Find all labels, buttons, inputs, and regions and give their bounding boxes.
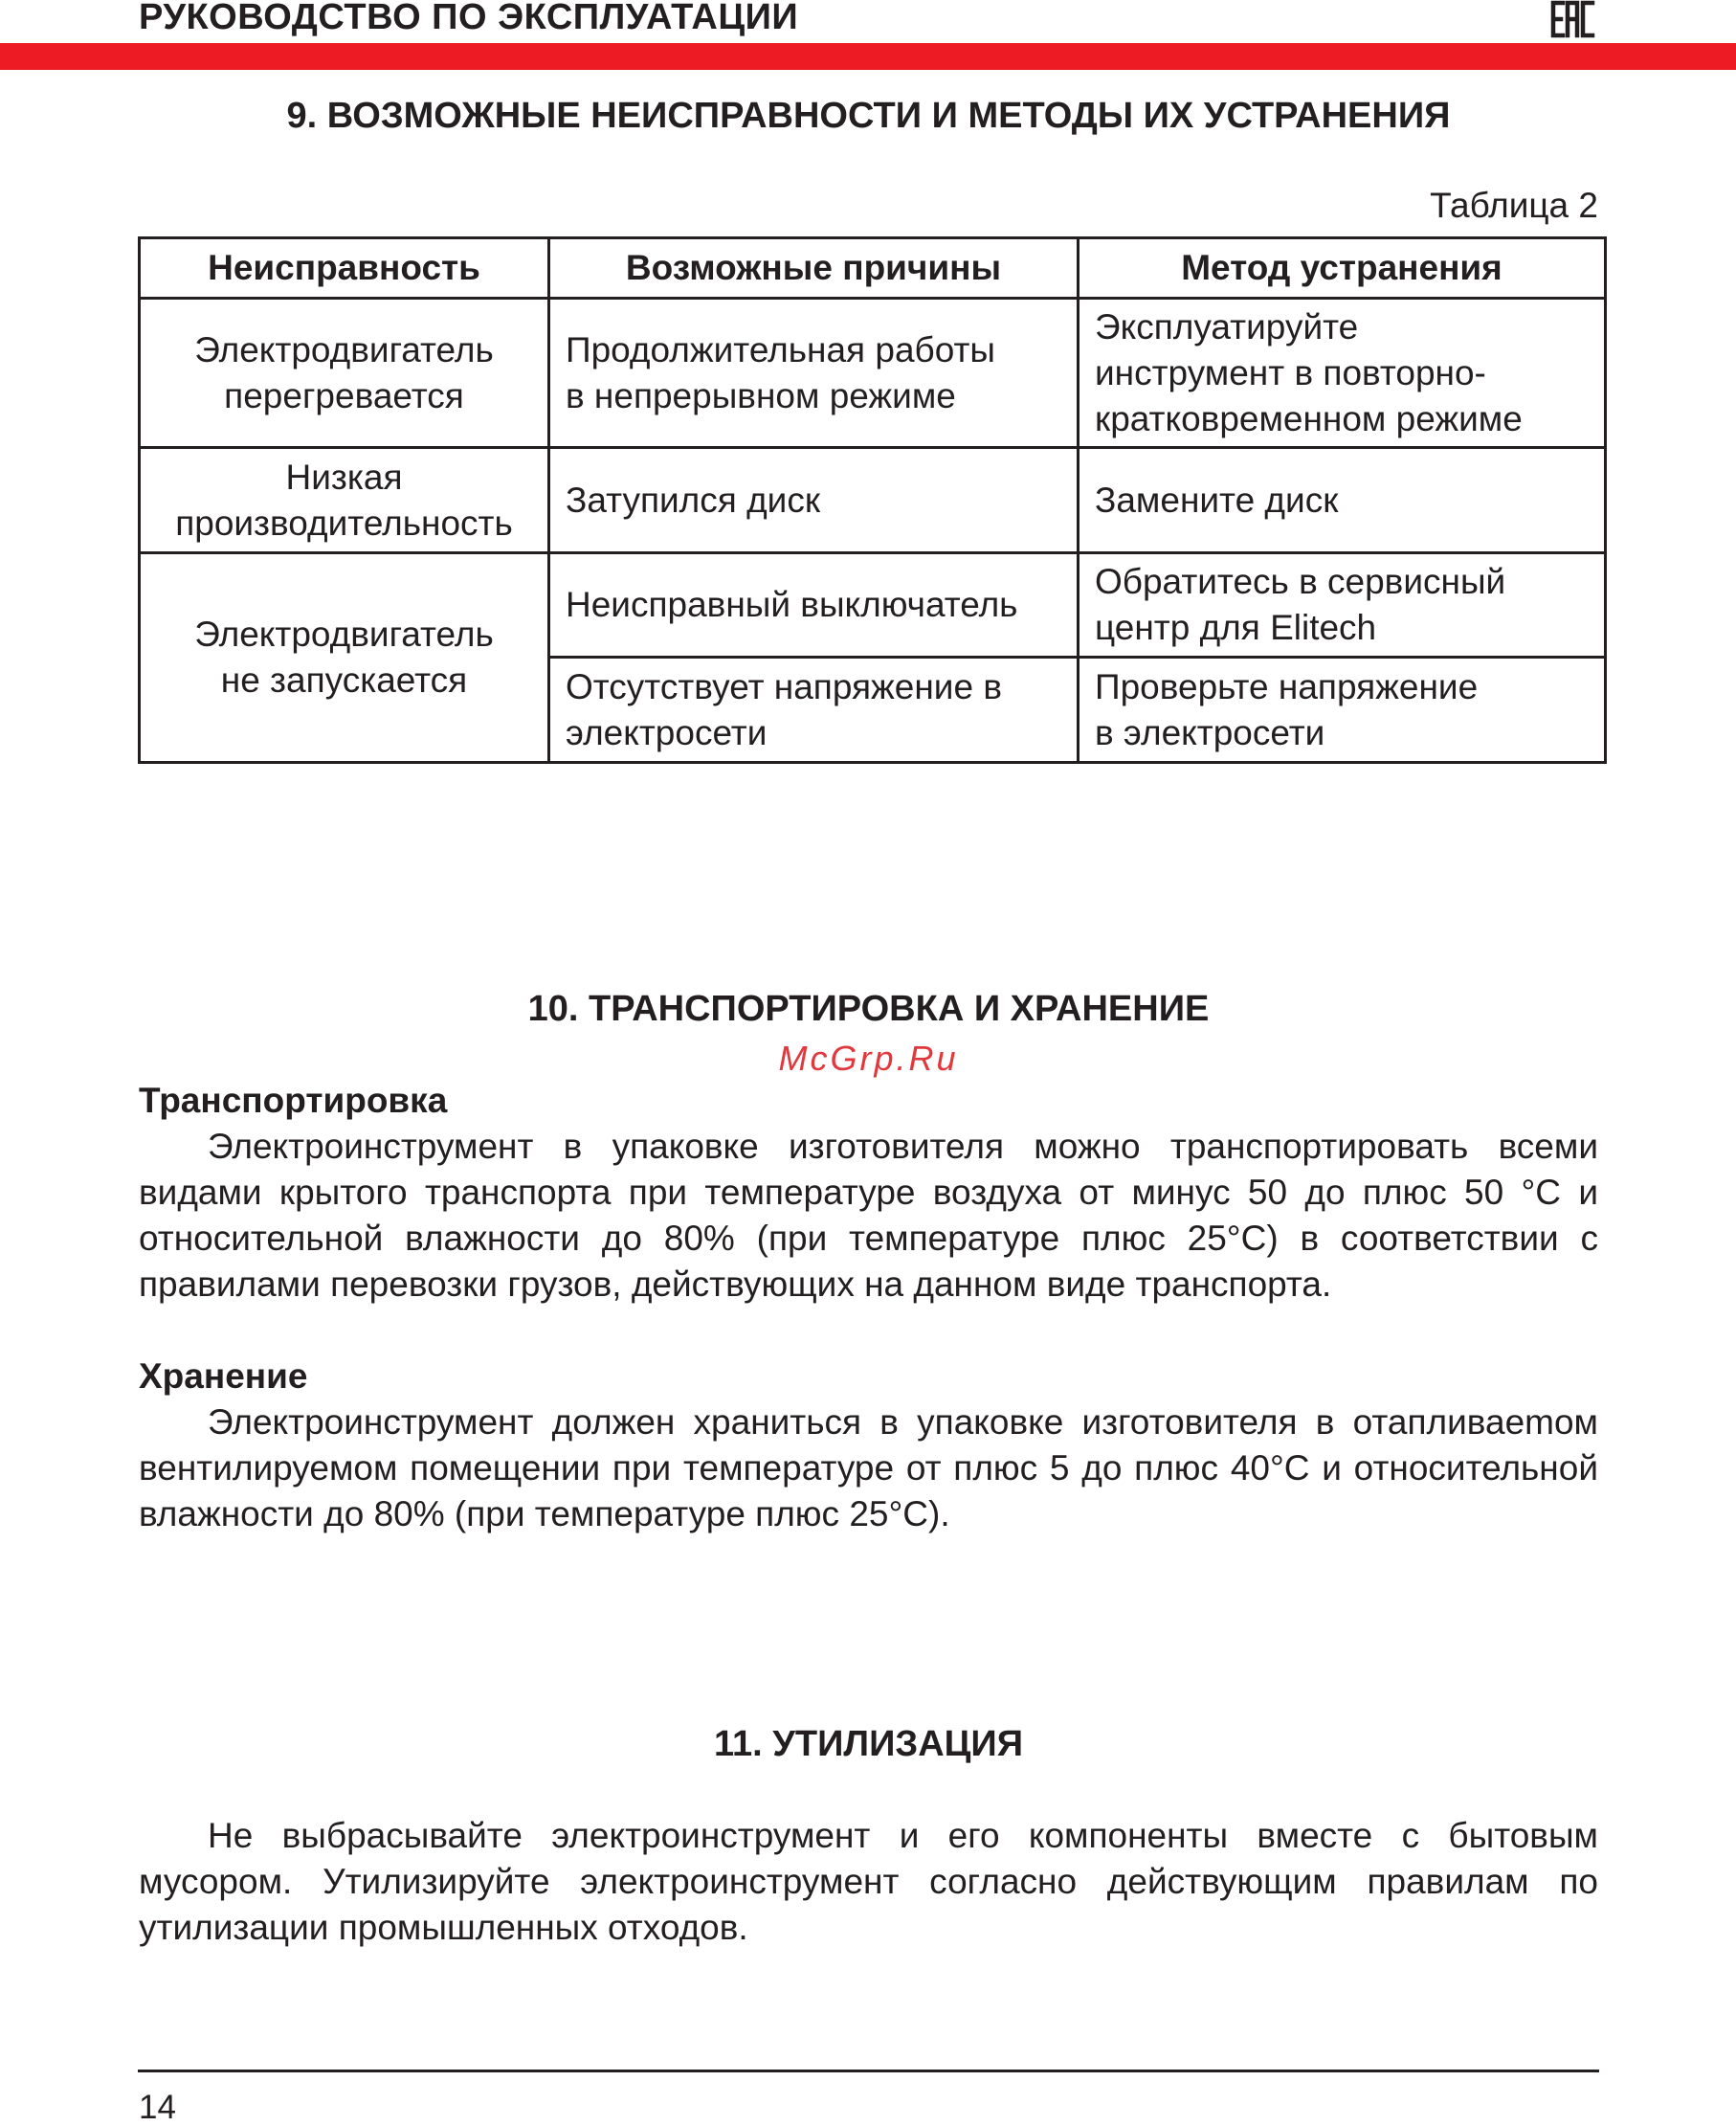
header-title: РУКОВОДСТВО ПО ЭКСПЛУАТАЦИИ [139, 0, 799, 37]
cell-line: Замените диск [1095, 480, 1339, 520]
fault-cell [140, 553, 549, 763]
cell-line: Проверьте напряжение [1095, 666, 1479, 706]
table-header-row [140, 238, 1606, 299]
watermark-link[interactable]: McGrp.Ru [778, 1039, 959, 1078]
eac-logo [1550, 0, 1596, 38]
cell-line: инструмент в повторно- [1095, 352, 1486, 392]
transport-paragraph: Электроинструмент в упаковке изготовителя можно транспортировать всеми видами крытого транспорта при температуре воздуха от минус 50 до плюс 50 °С и относительной влажности до 80% (при температуре плюс 25°С) в соответствии с правилами перевозки грузов, действующих на данном виде транспорта. [139, 1127, 1598, 1304]
table-row [140, 553, 1606, 658]
fault-cell [140, 448, 549, 553]
cause-cell [549, 448, 1079, 553]
section-10-title: 10. ТРАНСПОРТИРОВКА И ХРАНЕНИЕ [527, 989, 1210, 1029]
page-number: 14 [139, 2089, 176, 2126]
remedy-cell [1079, 658, 1606, 763]
cell-line: Низкая [285, 457, 403, 497]
table-row [140, 448, 1606, 553]
faults-table [138, 236, 1607, 764]
cell-line: Неисправный выключатель [566, 585, 1018, 624]
cell-line: центр для Elitech [1095, 608, 1377, 647]
disposal-paragraph: Не выбрасывайте электроинструмент и его компоненты вместе с бытовым мусором. Утилизируйте электроинструмент согласно действующим правилам по утилизации промышленных отходов. [139, 1816, 1598, 1947]
cell-line: Отсутствует напряжение в [566, 666, 1002, 706]
cell-line: в непрерывном режиме [566, 375, 956, 415]
footer-divider [138, 2070, 1599, 2072]
cell-line: в электросети [1095, 712, 1325, 752]
section-11-title: 11. УТИЛИЗАЦИЯ [713, 1724, 1024, 1764]
section-9-title: 9. ВОЗМОЖНЫЕ НЕИСПРАВНОСТИ И МЕТОДЫ ИХ УСТРАНЕНИЯ [286, 96, 1451, 136]
cause-cell [549, 658, 1079, 763]
cell-line: Электродвигатель [194, 329, 494, 369]
table-caption: Таблица 2 [1430, 186, 1598, 225]
cell-line: перегревается [224, 375, 464, 415]
cause-cell [549, 299, 1079, 448]
cell-line: не запускается [220, 660, 468, 700]
fault-cell [140, 299, 549, 448]
cause-cell [549, 553, 1079, 658]
table-row [140, 299, 1606, 448]
column-header: Неисправность [140, 238, 549, 299]
storage-subtitle: Хранение [139, 1356, 308, 1396]
cell-line: кратковременном режиме [1095, 398, 1523, 438]
column-header: Метод устранения [1079, 238, 1606, 299]
cell-line: Затупился диск [566, 480, 821, 520]
storage-paragraph: Электроинструмент должен храниться в упаковке изготовителя в отапливаеmом вентилируемом помещении при температуре от плюс 5 до плюс 40°С и относительной влажности до 80% (при температуре плюс 25°С). [139, 1402, 1598, 1533]
transport-subtitle: Транспортировка [139, 1081, 448, 1120]
cell-line: Продолжительная работы [566, 329, 996, 369]
remedy-cell [1079, 448, 1606, 553]
header-accent-band [0, 43, 1736, 70]
cell-line: Электродвигатель [194, 615, 494, 654]
cell-line: производительность [175, 503, 513, 543]
cell-line: Обратитесь в сервисный [1095, 562, 1506, 601]
remedy-cell [1079, 299, 1606, 448]
column-header: Возможные причины [549, 238, 1079, 299]
remedy-cell [1079, 553, 1606, 658]
cell-line: электросети [566, 712, 768, 752]
cell-line: Эксплуатируйте [1095, 306, 1359, 347]
